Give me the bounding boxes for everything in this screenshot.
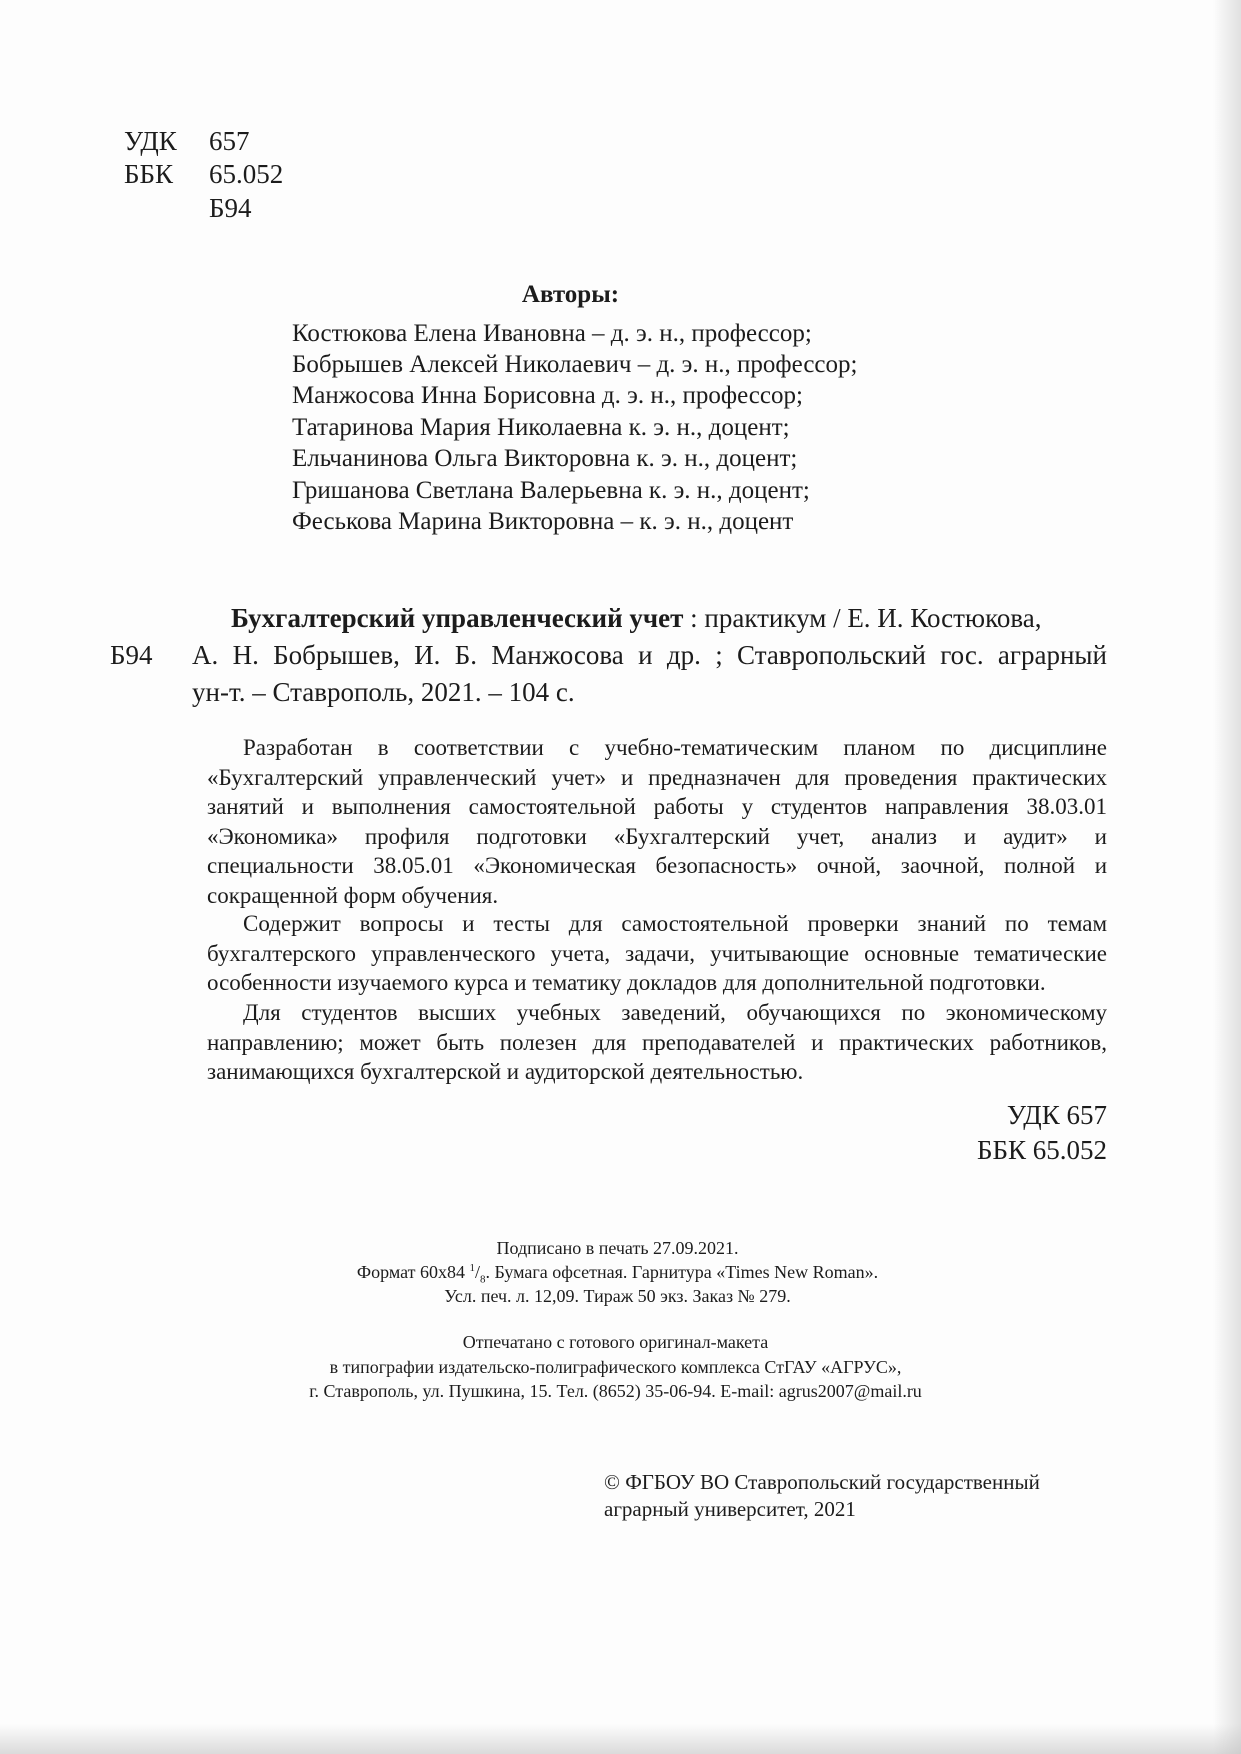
biblio-line-1-rest: : практикум / Е. И. Костюкова, (683, 603, 1042, 633)
biblio-line-1 (231, 603, 1041, 634)
biblio-line-3: ун-т. – Ставрополь, 2021. – 104 с. (192, 677, 575, 707)
annotation-paragraph-2 (207, 909, 1107, 998)
imprint-sheets: Усл. печ. л. 12,09. Тираж 50 экз. Заказ № 279. (444, 1286, 791, 1306)
annotation-paragraph-1 (207, 733, 1107, 910)
biblio-margin-mark: Б94 (110, 640, 153, 670)
imprint-address: г. Ставрополь, ул. Пушкина, 15. Тел. (8652) 35-06-94. E-mail: agrus2007@mail.ru (309, 1381, 922, 1401)
book-title: Бухгалтерский управленческий учет (231, 603, 684, 633)
annotation-line: специальности 38.05.01 «Экономическая безопасность» очной, заочной, полной и (207, 853, 1107, 878)
author-line: Манжосова Инна Борисовна д. э. н., профессор; (292, 382, 803, 409)
bbk-bottom: ББК 65.052 (976, 1135, 1107, 1165)
annotation-line: бухгалтерского управленческого учета, задачи, учитывающие основные тематические (207, 940, 1107, 966)
author-line: Феськова Марина Викторовна – к. э. н., доцент (292, 508, 794, 535)
annotation-line: занимающихся бухгалтерской и аудиторской деятельностью. (207, 1059, 804, 1084)
udk-bottom: УДК 657 (1006, 1100, 1107, 1130)
author-line: Гришанова Светлана Валерьевна к. э. н., доцент; (292, 477, 810, 504)
annotation-line: Содержит вопросы и тесты для самостоятельной проверки знаний по темам (243, 911, 1107, 936)
author-line: Бобрышев Алексей Николаевич – д. э. н., профессор; (292, 351, 858, 378)
udk-value: 657 (209, 126, 250, 156)
biblio-line-2: А. Н. Бобрышев, И. Б. Манжосова и др. ; Ставропольский гос. аграрный (192, 640, 1107, 670)
annotation-line: сокращенной форм обучения. (207, 882, 499, 908)
author-mark: Б94 (209, 193, 252, 223)
author-line: Костюкова Елена Ивановна – д. э. н., профессор; (292, 320, 812, 347)
annotation-line: «Экономика» профиля подготовки «Бухгалтерский учет, анализ и аудит» и (207, 823, 1107, 849)
imprint-printed-from: Отпечатано с готового оригинал-макета (462, 1332, 769, 1352)
imprint-format-prefix: Формат 60х84 (356, 1262, 470, 1282)
copyright-line-2: аграрный университет, 2021 (604, 1497, 856, 1521)
page-edge-shadow (1213, 0, 1241, 1754)
annotation-line: Для студентов высших учебных заведений, обучающихся по экономическому (243, 1000, 1107, 1025)
imprint-format-num: 1 (469, 1262, 475, 1274)
bbk-value: 65.052 (209, 159, 284, 189)
annotation-line: занятий и выполнения самостоятельной работы у студентов направления 38.03.01 (207, 794, 1107, 819)
annotation-line: направлению; может быть полезен для преподавателей и практических работников, (207, 1029, 1107, 1055)
imprint-format-rest: . Бумага офсетная. Гарнитура «Times New Roman». (485, 1262, 879, 1282)
annotation-paragraph-3 (207, 998, 1107, 1087)
imprint-printer: в типографии издательско-полиграфического комплекса СтГАУ «АГРУС», (329, 1357, 902, 1377)
imprint-format (0, 1262, 1238, 1286)
copyright-line-1: © ФГБОУ ВО Ставропольский государственный (604, 1470, 1040, 1494)
imprint-format-den: 8 (480, 1273, 486, 1286)
annotation-line: «Бухгалтерский управленческий учет» и предназначен для проведения практических (207, 764, 1107, 790)
page-bottom-shadow (0, 1724, 1241, 1754)
annotation-line: Разработан в соответствии с учебно-тематическим планом по дисциплине (243, 735, 1107, 760)
annotation-line: особенности изучаемого курса и тематику докладов для дополнительной подготовки. (207, 970, 1046, 995)
author-line: Татаринова Мария Николаевна к. э. н., доцент; (292, 414, 790, 441)
imprint-format-slash: / (475, 1262, 481, 1282)
udk-label: УДК (124, 126, 177, 156)
bbk-label: ББК (124, 159, 174, 189)
author-line: Ельчанинова Ольга Викторовна к. э. н., доцент; (292, 445, 798, 472)
imprint-signed: Подписано в печать 27.09.2021. (496, 1238, 739, 1258)
authors-heading: Авторы: (521, 281, 620, 308)
